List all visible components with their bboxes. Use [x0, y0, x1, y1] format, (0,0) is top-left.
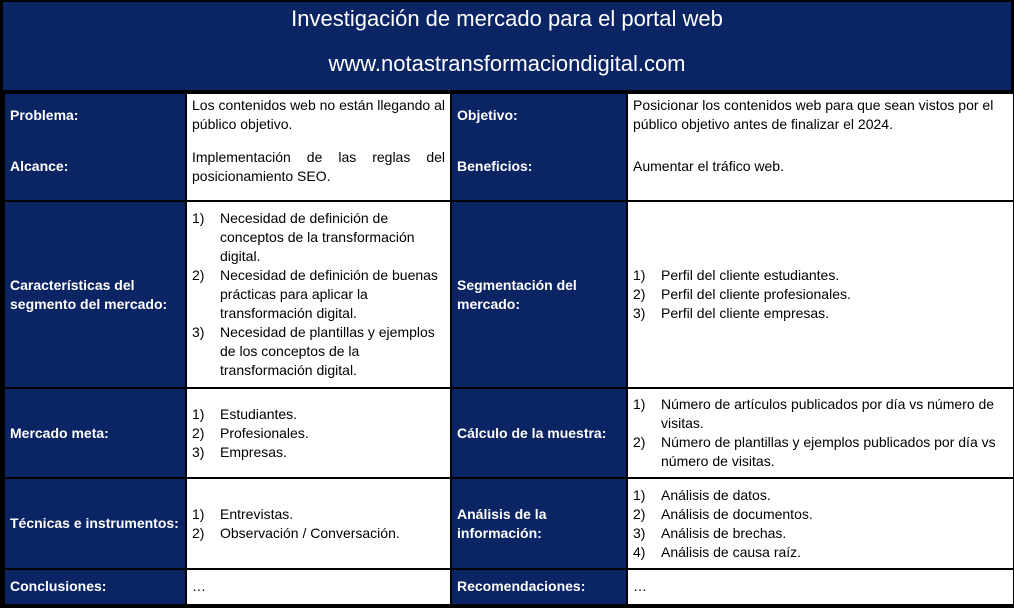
row-mercado-calculo — [4, 388, 1014, 478]
list-item: 2) Observación / Conversación. — [192, 524, 400, 541]
list-item: 2) Número de plantillas y ejemplos publicados por día vs número de visitas. — [633, 434, 996, 470]
list-tecnicas — [192, 505, 445, 543]
list-item: 2) Análisis de documentos. — [633, 505, 813, 522]
cell-analisis — [627, 478, 1014, 568]
cell-mercado-meta — [186, 388, 451, 478]
label-alcance: Alcance: — [10, 158, 69, 175]
label-problema: Problema: — [10, 107, 79, 123]
label-conclusiones: Conclusiones: — [4, 569, 186, 605]
list-item: 2) Profesionales. — [192, 424, 309, 441]
list-mercado-meta — [192, 405, 445, 462]
list-item: 1) Entrevistas. — [192, 505, 294, 522]
cell-labels-objetivo-beneficios — [451, 93, 627, 201]
label-mercado-meta: Mercado meta: — [4, 388, 186, 478]
list-item: 1) Análisis de datos. — [633, 486, 771, 503]
label-analisis: Análisis de la información: — [451, 478, 627, 568]
cell-calculo — [627, 388, 1014, 478]
list-item: 2) Perfil del cliente profesionales. — [633, 286, 851, 303]
list-segmentacion — [633, 266, 1008, 323]
cell-labels-problema-alcance — [4, 93, 186, 201]
row-caracteristicas-segmentacion — [4, 201, 1014, 388]
list-analisis — [633, 486, 1008, 562]
label-calculo: Cálculo de la muestra: — [451, 388, 627, 478]
cell-segmentacion — [627, 201, 1014, 388]
label-segmentacion: Segmentación del mercado: — [451, 201, 627, 388]
row-tecnicas-analisis — [4, 478, 1014, 568]
label-objetivo: Objetivo: — [457, 107, 518, 123]
site-url: www.notastransformaciondigital.com — [328, 51, 686, 76]
list-item: 3) Análisis de brechas. — [633, 524, 787, 541]
label-beneficios: Beneficios: — [457, 158, 533, 175]
list-item: 1) Número de artículos publicados por día vs número de visitas. — [633, 396, 995, 432]
cell-tecnicas — [186, 478, 451, 568]
row-conclusiones-recomendaciones — [4, 569, 1014, 605]
label-tecnicas: Técnicas e instrumentos: — [4, 478, 186, 568]
list-item: 3) Necesidad de plantillas y ejemplos de los conceptos de la transformación digital. — [192, 324, 435, 379]
list-item: 1) Estudiantes. — [192, 405, 298, 422]
research-grid — [3, 92, 1014, 606]
table-title: Investigación de mercado para el portal web — [291, 6, 723, 31]
list-item: 2) Necesidad de definición de buenas prácticas para aplicar la transformación digital. — [192, 267, 438, 322]
list-caracteristicas — [192, 209, 445, 380]
list-item: 3) Perfil del cliente empresas. — [633, 305, 830, 322]
value-recomendaciones: … — [627, 569, 1014, 605]
cell-values-objetivo-beneficios — [627, 93, 1014, 201]
value-objetivo: Posicionar los contenidos web para que sean vistos por el público objetivo antes de finalizar el 2024. — [633, 97, 994, 132]
cell-caracteristicas — [186, 201, 451, 388]
value-conclusiones: … — [186, 569, 451, 605]
value-problema: Los contenidos web no están llegando al público objetivo. — [192, 97, 445, 132]
label-caracteristicas: Características del segmento del mercado: — [4, 201, 186, 388]
list-item: 3) Empresas. — [192, 443, 287, 460]
row-problema-alcance — [4, 93, 1014, 201]
list-item: 4) Análisis de causa raíz. — [633, 543, 802, 560]
cell-values-problema-alcance — [186, 93, 451, 201]
list-item: 1) Necesidad de definición de conceptos de la transformación digital. — [192, 210, 415, 265]
value-beneficios: Aumentar el tráfico web. — [633, 158, 784, 175]
table-header — [3, 2, 1011, 90]
list-calculo — [633, 395, 1008, 471]
value-alcance: Implementación de las reglas del posicionamiento SEO. — [192, 149, 445, 185]
label-recomendaciones: Recomendaciones: — [451, 569, 627, 605]
list-item: 1) Perfil del cliente estudiantes. — [633, 267, 840, 284]
